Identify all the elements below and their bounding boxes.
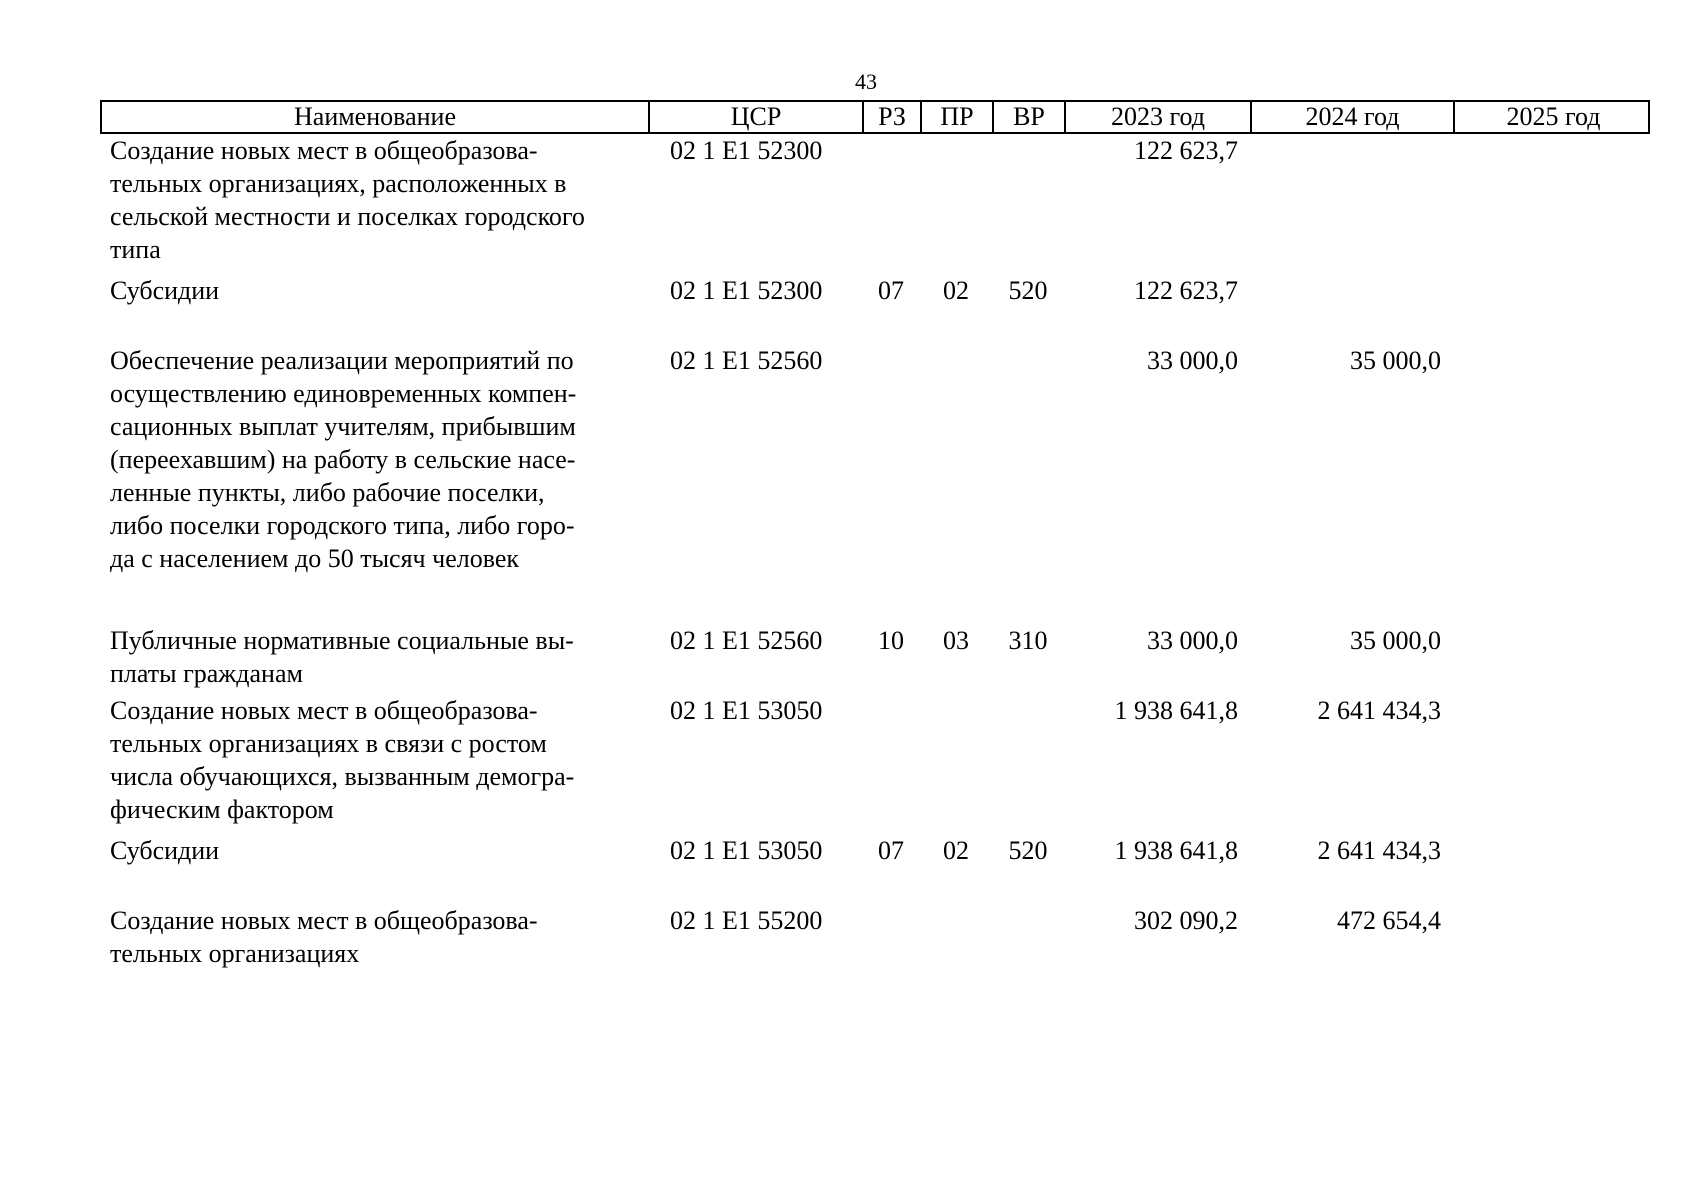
row-vr: 520 xyxy=(1008,836,1048,865)
row-name-line: осуществлению единовременных компен- xyxy=(110,379,577,408)
row-pr xyxy=(920,344,992,624)
row-name-line: типа xyxy=(110,235,161,264)
row-pr xyxy=(920,694,992,834)
row-name-line: Публичные нормативные социальные вы- xyxy=(110,626,574,655)
row-name-line: Создание новых мест в общеобразова- xyxy=(110,136,538,165)
row-vr: 520 xyxy=(1008,276,1048,305)
row-csr: 02 1 E1 52560 xyxy=(670,346,823,375)
row-2025 xyxy=(1453,624,1650,694)
row-name-line: либо поселки городского типа, либо горо- xyxy=(110,511,575,540)
table-row xyxy=(100,624,1650,694)
table-row xyxy=(100,834,1650,904)
row-2023: 1 938 641,8 xyxy=(1114,696,1238,725)
row-name xyxy=(100,834,648,904)
row-csr: 02 1 E1 53050 xyxy=(670,696,823,725)
page-number: 43 xyxy=(855,69,877,94)
row-name xyxy=(100,694,648,834)
row-2024: 35 000,0 xyxy=(1350,626,1441,655)
row-name-line: тельных организациях, расположенных в xyxy=(110,169,567,198)
row-2023: 1 938 641,8 xyxy=(1114,836,1238,865)
row-2024 xyxy=(1250,274,1453,344)
row-vr xyxy=(992,134,1064,274)
row-csr: 02 1 E1 52300 xyxy=(670,276,823,305)
row-2025 xyxy=(1453,694,1650,834)
row-2025 xyxy=(1453,834,1650,904)
row-2025 xyxy=(1453,274,1650,344)
row-vr xyxy=(992,344,1064,624)
row-name-line: числа обучающихся, вызванным демогра- xyxy=(110,762,575,791)
row-2023: 302 090,2 xyxy=(1134,906,1238,935)
row-2024 xyxy=(1250,134,1453,274)
row-csr: 02 1 E1 52300 xyxy=(670,136,823,165)
row-rz xyxy=(862,694,920,834)
table-header xyxy=(100,100,1650,134)
row-2025 xyxy=(1453,134,1650,274)
row-name-line: фическим фактором xyxy=(110,795,334,824)
row-pr xyxy=(920,134,992,274)
row-vr xyxy=(992,904,1064,974)
row-name-line: Субсидии xyxy=(110,836,220,865)
row-pr xyxy=(920,904,992,974)
row-2024: 35 000,0 xyxy=(1350,346,1441,375)
header-name: Наименование xyxy=(102,102,650,132)
header-pr: ПР xyxy=(922,102,994,132)
table-row xyxy=(100,694,1650,834)
row-2023: 122 623,7 xyxy=(1134,276,1238,305)
row-name xyxy=(100,904,648,974)
header-2023: 2023 год xyxy=(1066,102,1252,132)
budget-table xyxy=(100,100,1650,974)
row-rz xyxy=(862,134,920,274)
header-vr: ВР xyxy=(994,102,1066,132)
row-name-line: сационных выплат учителям, прибывшим xyxy=(110,412,576,441)
row-2023: 122 623,7 xyxy=(1134,136,1238,165)
row-name-line: Обеспечение реализации мероприятий по xyxy=(110,346,574,375)
row-2024: 472 654,4 xyxy=(1337,906,1441,935)
row-pr: 03 xyxy=(943,626,969,655)
row-rz xyxy=(862,344,920,624)
row-name-line: тельных организациях в связи с ростом xyxy=(110,729,547,758)
row-2025 xyxy=(1453,904,1650,974)
row-rz xyxy=(862,904,920,974)
header-2025: 2025 год xyxy=(1506,102,1601,131)
header-rz: РЗ xyxy=(864,102,922,132)
row-name-line: да с населением до 50 тысяч человек xyxy=(110,544,520,573)
row-name xyxy=(100,274,648,344)
row-name-line: сельской местности и поселках городского xyxy=(110,202,585,231)
table-row xyxy=(100,904,1650,974)
row-name xyxy=(100,624,648,694)
row-rz: 10 xyxy=(878,626,904,655)
row-name-line: (переехавшим) на работу в сельские насе- xyxy=(110,445,576,474)
row-name xyxy=(100,344,648,624)
row-vr xyxy=(992,694,1064,834)
row-2025 xyxy=(1453,344,1650,624)
table-row xyxy=(100,134,1650,274)
row-pr: 02 xyxy=(943,276,969,305)
row-csr: 02 1 E1 52560 xyxy=(670,626,823,655)
row-name-line: ленные пункты, либо рабочие поселки, xyxy=(110,478,545,507)
row-pr: 02 xyxy=(943,836,969,865)
row-csr: 02 1 E1 55200 xyxy=(670,906,823,935)
row-2023: 33 000,0 xyxy=(1147,346,1238,375)
row-vr: 310 xyxy=(1008,626,1048,655)
row-2024: 2 641 434,3 xyxy=(1317,696,1441,725)
header-2024: 2024 год xyxy=(1252,102,1455,132)
row-name-line: Создание новых мест в общеобразова- xyxy=(110,906,538,935)
row-name-line: Создание новых мест в общеобразова- xyxy=(110,696,538,725)
row-2024: 2 641 434,3 xyxy=(1317,836,1441,865)
table-row xyxy=(100,344,1650,624)
row-rz: 07 xyxy=(878,836,904,865)
row-2023: 33 000,0 xyxy=(1147,626,1238,655)
row-rz: 07 xyxy=(878,276,904,305)
row-name-line: Субсидии xyxy=(110,276,220,305)
row-name-line: тельных организациях xyxy=(110,939,360,968)
table-row xyxy=(100,274,1650,344)
row-name-line: платы гражданам xyxy=(110,659,303,688)
row-name xyxy=(100,134,648,274)
header-csr: ЦСР xyxy=(650,102,864,132)
row-csr: 02 1 E1 53050 xyxy=(670,836,823,865)
